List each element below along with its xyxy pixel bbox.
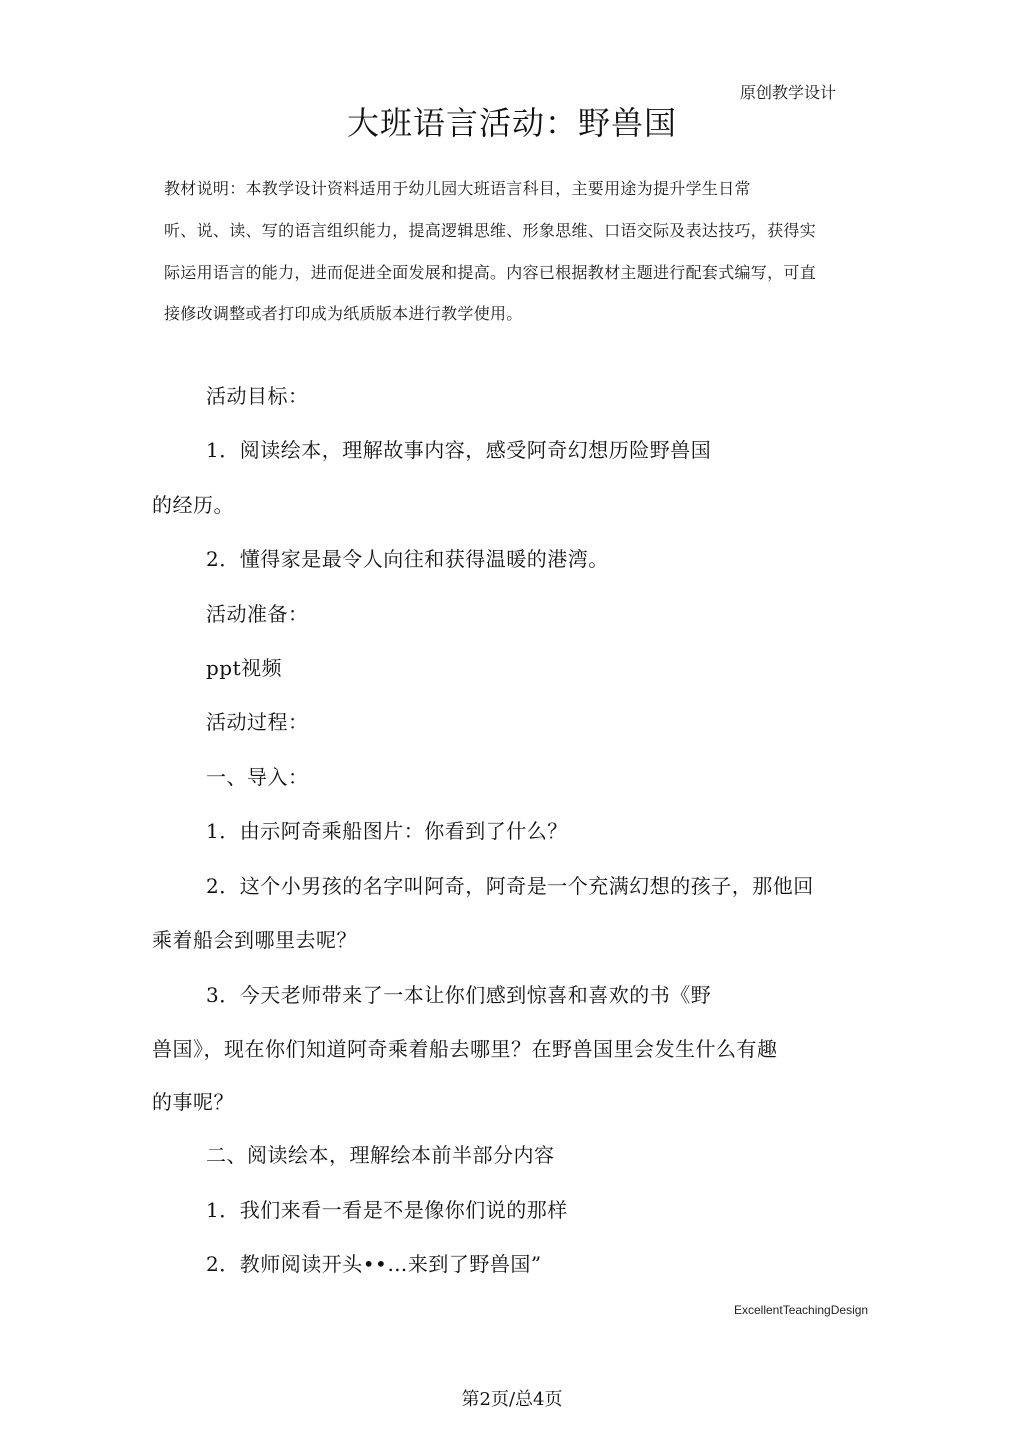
section-1-item-2-cont: 乘着船会到哪里去呢？: [152, 928, 357, 952]
prep-item: ppt视频: [206, 656, 283, 680]
description-line: 教材说明：本教学设计资料适用于幼儿园大班语言科目，主要用途为提升学生日常: [164, 179, 751, 198]
section-2-item-2: 2．教师阅读开头••…来到了野兽国”: [206, 1252, 542, 1276]
goal-item-2: 2．懂得家是最令人向往和获得温暖的港湾。: [206, 547, 609, 571]
page-title: 大班语言活动：野兽国: [346, 104, 677, 142]
section-1-item-3-cont: 兽国》，现在你们知道阿奇乘着船去哪里？在野兽国里会发生什么有趣: [152, 1037, 778, 1061]
goal-item-1-cont: 的经历。: [152, 493, 234, 517]
page-number: 第2页/总4页: [461, 1389, 563, 1410]
header-note: 原创教学设计: [740, 83, 837, 102]
section-2-item-1: 1．我们来看一看是不是像你们说的那样: [206, 1198, 568, 1222]
footer-brand: ExcellentTeachingDesign: [734, 1303, 869, 1317]
section-1-item-3-cont2: 的事呢？: [152, 1090, 234, 1114]
section-1-item-2: 2．这个小男孩的名字叫阿奇，阿奇是一个充满幻想的孩子，那他回: [206, 874, 814, 898]
section-1-item-1: 1．由示阿奇乘船图片：你看到了什么？: [206, 819, 568, 843]
description-line: 接修改调整或者打印成为纸质版本进行教学使用。: [164, 304, 523, 323]
section-2-heading: 二、阅读绘本，理解绘本前半部分内容: [206, 1143, 555, 1167]
section-1-item-3: 3．今天老师带来了一本让你们感到惊喜和喜欢的书《野: [206, 983, 712, 1007]
description-line: 际运用语言的能力，进而促进全面发展和提高。内容已根据教材主题进行配套式编写，可直: [164, 263, 817, 282]
process-heading: 活动过程：: [206, 710, 309, 734]
goal-item-1: 1．阅读绘本，理解故事内容，感受阿奇幻想历险野兽国: [206, 438, 712, 462]
goals-heading: 活动目标：: [206, 384, 309, 408]
description-line: 听、说、读、写的语言组织能力，提高逻辑思维、形象思维、口语交际及表达技巧，获得实: [164, 221, 817, 240]
section-1-heading: 一、导入：: [206, 765, 309, 789]
prep-heading: 活动准备：: [206, 602, 309, 626]
